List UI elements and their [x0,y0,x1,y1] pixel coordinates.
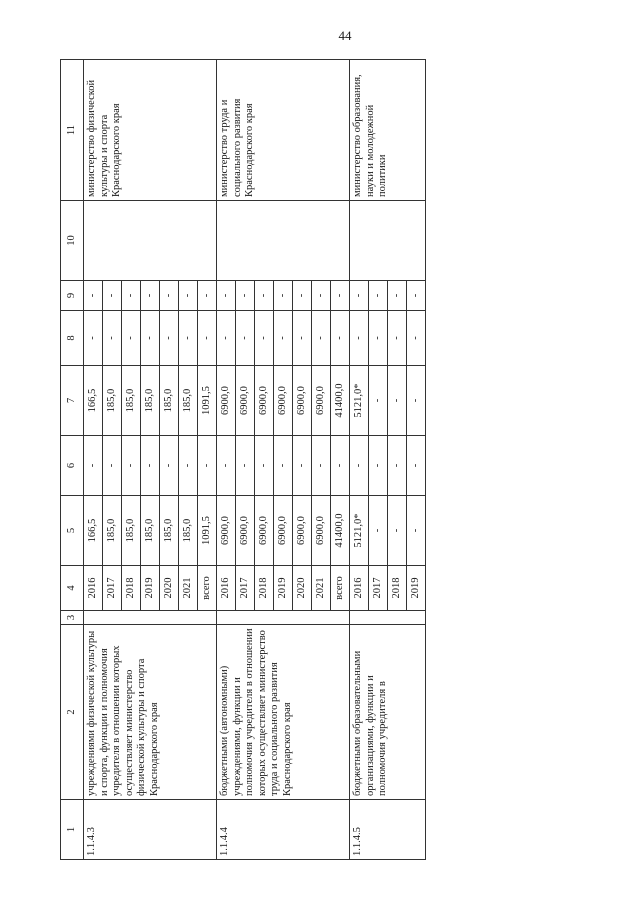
regional-cell: 6900,0 [293,366,312,436]
extra-cell: - [141,281,160,311]
column-header-11: 11 [61,60,84,201]
extra-cell: - [217,281,236,311]
total-cell: 166,5 [84,496,103,566]
executor-cell: министерство труда и социального развития Краснодарского края [217,60,350,201]
local-cell: - [217,311,236,366]
extra-cell: - [255,281,274,311]
table-body [84,60,426,860]
year-cell: 2016 [84,566,103,611]
regional-cell: 6900,0 [312,366,331,436]
regional-cell: 6900,0 [236,366,255,436]
federal-cell: - [255,436,274,496]
regional-cell: 6900,0 [274,366,293,436]
extra-cell: - [388,281,407,311]
total-cell: 185,0 [103,496,122,566]
result-cell [217,201,350,281]
extra-cell: - [122,281,141,311]
total-cell: 1091,5 [198,496,217,566]
federal-cell: - [179,436,198,496]
executor-cell: министерство физической культуры и спорта Краснодарского края [84,60,217,201]
regional-cell: - [369,366,388,436]
year-cell: 2016 [350,566,369,611]
local-cell: - [293,311,312,366]
total-cell: 6900,0 [312,496,331,566]
extra-cell: - [312,281,331,311]
result-cell [84,201,217,281]
total-cell: - [407,496,426,566]
federal-cell: - [103,436,122,496]
item-code: 1.1.4.3 [84,800,217,860]
local-cell: - [331,311,350,366]
total-cell: 185,0 [122,496,141,566]
budget-table [60,59,426,860]
regional-cell: 185,0 [122,366,141,436]
column-header-8: 8 [61,311,84,366]
rotated-table-container [60,60,580,860]
federal-cell: - [122,436,141,496]
regional-cell: 5121,0* [350,366,369,436]
federal-cell: - [312,436,331,496]
regional-cell: 185,0 [103,366,122,436]
column-header-1: 1 [61,800,84,860]
year-cell: 2019 [141,566,160,611]
extra-cell: - [369,281,388,311]
table-row [217,60,236,860]
total-cell: - [388,496,407,566]
local-cell: - [274,311,293,366]
regional-cell: 41400,0 [331,366,350,436]
local-cell: - [350,311,369,366]
column-header-6: 6 [61,436,84,496]
extra-cell: - [331,281,350,311]
empty-cell [84,611,217,625]
empty-cell [217,611,350,625]
regional-cell: - [388,366,407,436]
regional-cell: 6900,0 [255,366,274,436]
federal-cell: - [217,436,236,496]
total-cell: 41400,0 [331,496,350,566]
empty-cell [350,611,426,625]
total-cell: 185,0 [179,496,198,566]
year-cell: 2017 [236,566,255,611]
extra-cell: - [407,281,426,311]
table-header [61,60,84,860]
local-cell: - [103,311,122,366]
regional-cell: 6900,0 [217,366,236,436]
extra-cell: - [274,281,293,311]
federal-cell: - [331,436,350,496]
item-description: бюджетными образовательными организациями, функции и полномочия учредителя в [350,625,426,800]
item-code: 1.1.4.4 [217,800,350,860]
table-row [84,60,103,860]
item-description: учреждениями физической культуры и спорта, функции и полномочия учредителя в отношении которых осуществляет министерство физической культуры и спорта Краснодарского края [84,625,217,800]
local-cell: - [179,311,198,366]
federal-cell: - [198,436,217,496]
total-cell: 6900,0 [236,496,255,566]
year-cell: 2020 [160,566,179,611]
total-cell: 6900,0 [217,496,236,566]
extra-cell: - [160,281,179,311]
local-cell: - [141,311,160,366]
column-header-9: 9 [61,281,84,311]
column-header-4: 4 [61,566,84,611]
regional-cell: 1091,5 [198,366,217,436]
total-cell: - [369,496,388,566]
extra-cell: - [293,281,312,311]
extra-cell: - [350,281,369,311]
regional-cell: 166,5 [84,366,103,436]
year-cell: 2018 [255,566,274,611]
federal-cell: - [369,436,388,496]
result-cell [350,201,426,281]
federal-cell: - [407,436,426,496]
extra-cell: - [179,281,198,311]
total-cell: 6900,0 [274,496,293,566]
federal-cell: - [84,436,103,496]
regional-cell: - [407,366,426,436]
year-cell: 2018 [388,566,407,611]
federal-cell: - [141,436,160,496]
regional-cell: 185,0 [179,366,198,436]
year-cell: всего [331,566,350,611]
federal-cell: - [236,436,255,496]
federal-cell: - [274,436,293,496]
year-cell: 2021 [179,566,198,611]
total-cell: 185,0 [160,496,179,566]
local-cell: - [122,311,141,366]
local-cell: - [198,311,217,366]
extra-cell: - [198,281,217,311]
federal-cell: - [350,436,369,496]
local-cell: - [388,311,407,366]
year-cell: 2017 [103,566,122,611]
column-header-5: 5 [61,496,84,566]
executor-cell: министерство образования, науки и молодежной политики [350,60,426,201]
total-cell: 6900,0 [293,496,312,566]
year-cell: 2019 [274,566,293,611]
local-cell: - [407,311,426,366]
regional-cell: 185,0 [141,366,160,436]
extra-cell: - [84,281,103,311]
total-cell: 5121,0* [350,496,369,566]
local-cell: - [369,311,388,366]
page-number: 44 [338,28,352,43]
local-cell: - [160,311,179,366]
local-cell: - [255,311,274,366]
year-cell: 2017 [369,566,388,611]
year-cell: всего [198,566,217,611]
year-cell: 2018 [122,566,141,611]
federal-cell: - [160,436,179,496]
extra-cell: - [103,281,122,311]
federal-cell: - [293,436,312,496]
extra-cell: - [236,281,255,311]
regional-cell: 185,0 [160,366,179,436]
column-header-3: 3 [61,611,84,625]
year-cell: 2021 [312,566,331,611]
column-header-7: 7 [61,366,84,436]
total-cell: 6900,0 [255,496,274,566]
item-description: бюджетными (автономными) учреждениями, функции и полномочия учредителя в отношении которых осуществляет министерство труда и социального развития Краснодарского края [217,625,350,800]
item-code: 1.1.4.5 [350,800,426,860]
total-cell: 185,0 [141,496,160,566]
table-row [350,60,369,860]
local-cell: - [312,311,331,366]
local-cell: - [236,311,255,366]
year-cell: 2016 [217,566,236,611]
column-header-10: 10 [61,201,84,281]
column-header-2: 2 [61,625,84,800]
federal-cell: - [388,436,407,496]
year-cell: 2020 [293,566,312,611]
local-cell: - [84,311,103,366]
year-cell: 2019 [407,566,426,611]
